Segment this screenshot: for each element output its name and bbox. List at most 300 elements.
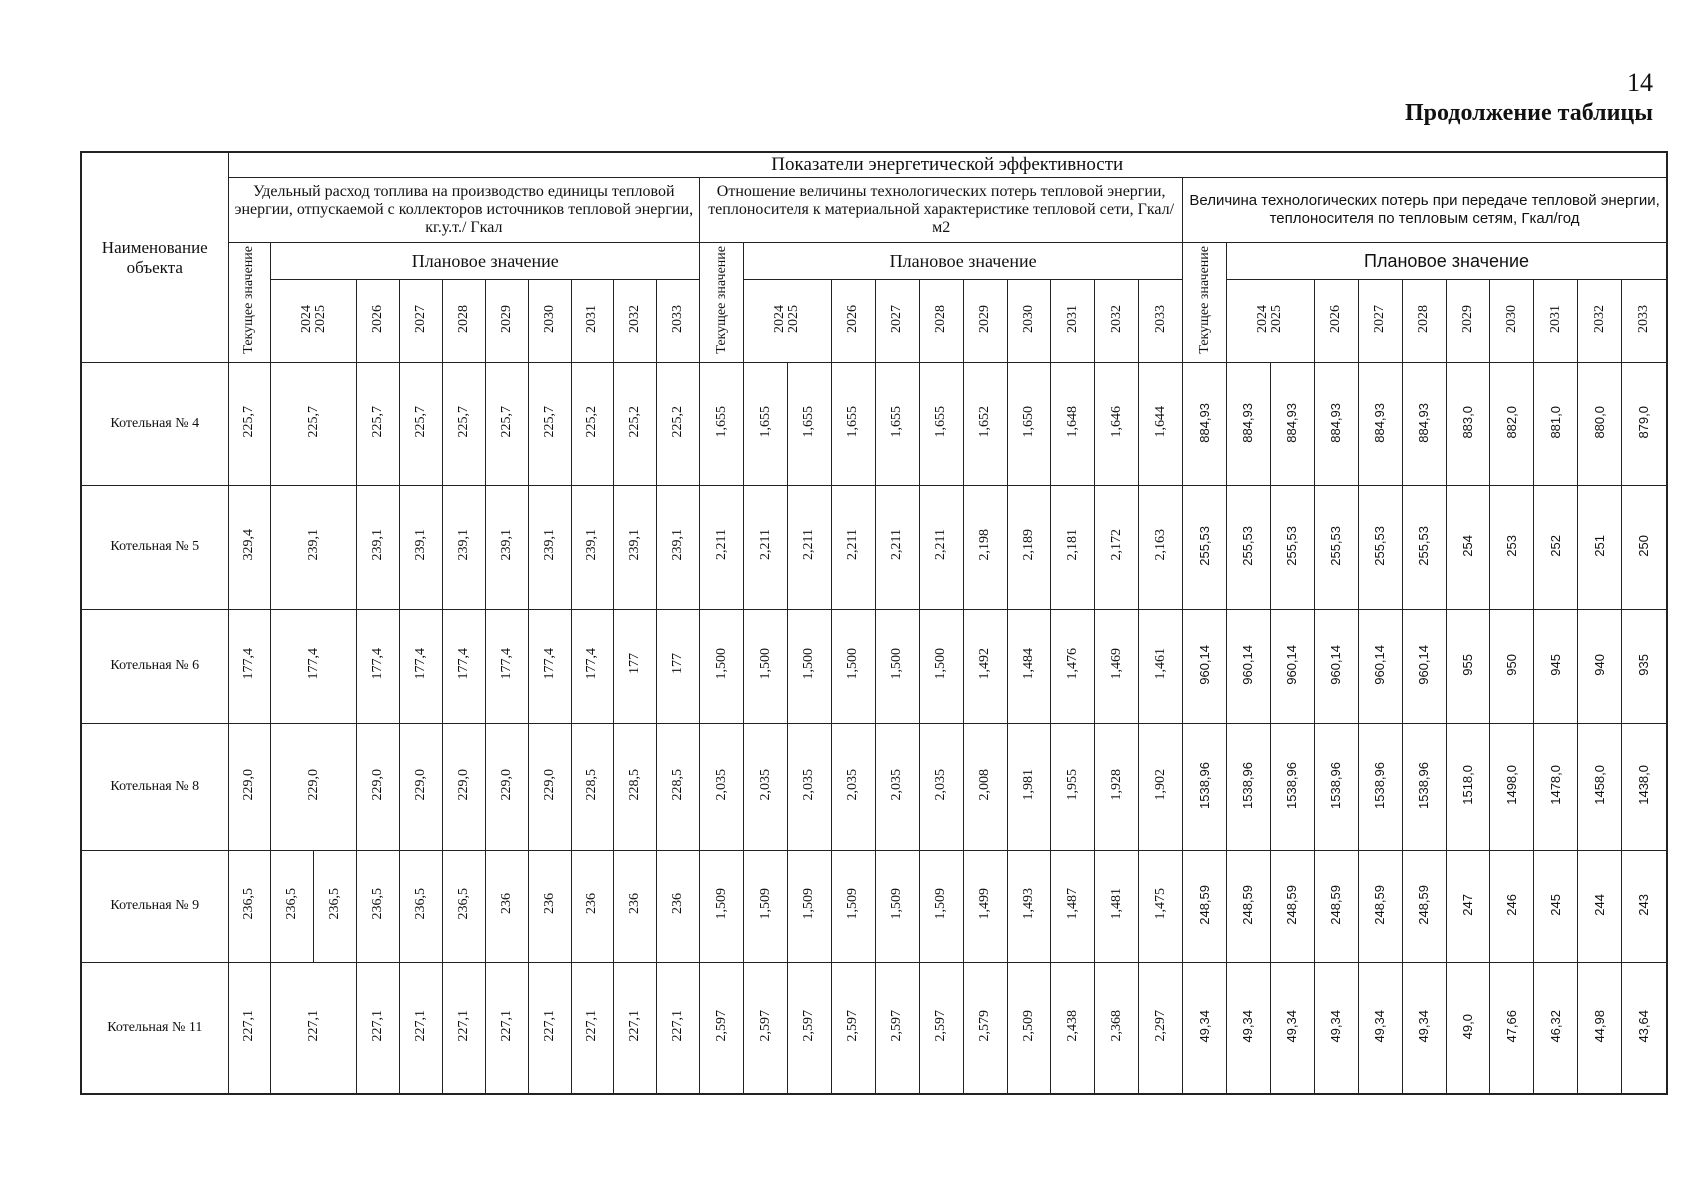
- year-header: 2032: [614, 280, 657, 363]
- value-cell: [1007, 363, 1051, 486]
- value-text: 1,509: [889, 888, 905, 920]
- value-text: 1538,96: [1240, 761, 1256, 809]
- value-cell: [1314, 962, 1358, 1094]
- value-text: 225,7: [412, 405, 428, 438]
- value-cell: [1007, 609, 1051, 723]
- value-cell: [1402, 962, 1446, 1094]
- value-cell: [1270, 723, 1314, 850]
- value-cell: [614, 962, 657, 1094]
- value-cell: [1358, 363, 1402, 486]
- value-cell: [919, 486, 963, 609]
- value-cell: [1622, 609, 1667, 723]
- value-cell: [1622, 850, 1667, 962]
- object-name-cell: Котельная № 9: [81, 850, 228, 962]
- value-text: 236: [541, 893, 557, 915]
- table-row: [81, 723, 1667, 850]
- value-cell: [700, 850, 744, 962]
- value-cell: [485, 486, 528, 609]
- value-text: 177,4: [370, 647, 386, 680]
- value-text: 49,0: [1460, 1013, 1476, 1040]
- value-text: 2,035: [757, 768, 773, 801]
- value-cell: [1446, 363, 1490, 486]
- table-body: [81, 363, 1667, 1095]
- value-cell: [963, 363, 1007, 486]
- year-header: 2027: [875, 280, 919, 363]
- value-cell: [1227, 723, 1271, 850]
- value-cell: [571, 962, 614, 1094]
- group-header-loss-ratio: Отношение величины технологических потерь тепловой энергии, теплоносителя к материальной характеристике тепловой сети, Гкал/м2: [700, 178, 1183, 243]
- value-text: 2,509: [1020, 1009, 1036, 1042]
- value-text: 884,93: [1284, 402, 1300, 443]
- year-header: 2026: [1314, 280, 1358, 363]
- value-cell: [528, 609, 571, 723]
- value-text: 49,34: [1328, 1010, 1344, 1043]
- value-cell: [314, 850, 357, 962]
- value-cell: [787, 723, 831, 850]
- value-text: 239,1: [498, 529, 514, 561]
- value-text: 247: [1460, 894, 1476, 916]
- value-text: 236: [498, 893, 514, 915]
- value-cell: [400, 850, 443, 962]
- value-text: 229,0: [455, 768, 471, 801]
- value-cell: [442, 486, 485, 609]
- value-cell: [1270, 850, 1314, 962]
- value-text: 2,035: [889, 768, 905, 801]
- value-text: 227,1: [455, 1009, 471, 1042]
- value-text: 227,1: [412, 1009, 428, 1042]
- value-text: 239,1: [670, 529, 686, 561]
- value-text: 236,5: [455, 888, 471, 920]
- value-cell: [1183, 850, 1227, 962]
- value-text: 251: [1591, 535, 1607, 557]
- value-text: 227,1: [241, 1009, 257, 1042]
- value-text: 229,0: [412, 768, 428, 801]
- value-text: 2,438: [1064, 1009, 1080, 1042]
- value-cell: [787, 609, 831, 723]
- value-cell: [875, 609, 919, 723]
- value-cell: [1051, 723, 1095, 850]
- value-text: 1498,0: [1503, 765, 1519, 806]
- value-cell: [1622, 962, 1667, 1094]
- value-cell: [657, 850, 700, 962]
- value-text: 2,035: [801, 768, 817, 801]
- value-text: 1,487: [1064, 888, 1080, 920]
- value-cell: [400, 363, 443, 486]
- year-header: 2033: [657, 280, 700, 363]
- value-cell: [963, 850, 1007, 962]
- value-cell: [1490, 363, 1534, 486]
- value-cell: [875, 962, 919, 1094]
- value-text: 255,53: [1372, 526, 1388, 566]
- value-text: 255,53: [1196, 526, 1212, 566]
- value-cell: [1622, 363, 1667, 486]
- value-cell: [1446, 723, 1490, 850]
- value-cell: [228, 723, 271, 850]
- value-cell: [1095, 363, 1139, 486]
- value-cell: [1139, 723, 1183, 850]
- value-cell: [1534, 850, 1578, 962]
- value-cell: [787, 486, 831, 609]
- value-text: 250: [1636, 535, 1652, 557]
- value-cell: [571, 486, 614, 609]
- value-cell: [1578, 486, 1622, 609]
- value-text: 1,509: [713, 888, 729, 920]
- year-header: 2030: [1490, 280, 1534, 363]
- value-cell: [1534, 723, 1578, 850]
- value-text: 177: [627, 653, 643, 675]
- value-cell: [744, 486, 788, 609]
- value-text: 1,509: [933, 888, 949, 920]
- value-text: 225,7: [541, 405, 557, 438]
- value-cell: [571, 609, 614, 723]
- value-text: 244: [1591, 894, 1607, 916]
- value-text: 43,64: [1636, 1010, 1652, 1043]
- planned-value-header: Плановое значение: [744, 243, 1183, 280]
- value-text: 1,500: [933, 647, 949, 680]
- value-cell: [1314, 609, 1358, 723]
- value-cell: [571, 723, 614, 850]
- value-text: 2,181: [1064, 529, 1080, 561]
- value-text: 884,93: [1416, 402, 1432, 443]
- value-cell: [485, 363, 528, 486]
- value-cell: [1314, 723, 1358, 850]
- value-cell: [271, 363, 357, 486]
- value-cell: [1095, 609, 1139, 723]
- planned-value-header: Плановое значение: [271, 243, 700, 280]
- value-cell: [657, 609, 700, 723]
- value-cell: [963, 486, 1007, 609]
- value-text: 1,955: [1064, 768, 1080, 801]
- value-cell: [1490, 850, 1534, 962]
- value-cell: [357, 609, 400, 723]
- value-text: 1,650: [1020, 405, 1036, 438]
- value-text: 880,0: [1591, 406, 1607, 439]
- value-cell: [1578, 850, 1622, 962]
- value-text: 2,211: [933, 529, 949, 561]
- value-cell: [228, 486, 271, 609]
- year-header: 2024 2025: [744, 280, 832, 363]
- value-cell: [1446, 609, 1490, 723]
- value-cell: [1227, 850, 1271, 962]
- value-cell: [787, 363, 831, 486]
- value-text: 177,4: [455, 647, 471, 680]
- value-text: 227,1: [627, 1009, 643, 1042]
- value-cell: [1446, 962, 1490, 1094]
- value-text: 225,7: [305, 405, 321, 438]
- value-text: 1438,0: [1636, 765, 1652, 806]
- value-cell: [1314, 850, 1358, 962]
- value-text: 960,14: [1284, 644, 1300, 685]
- value-cell: [1578, 723, 1622, 850]
- value-text: 225,2: [584, 405, 600, 438]
- value-text: 229,0: [498, 768, 514, 801]
- value-cell: [1446, 486, 1490, 609]
- value-text: 228,5: [670, 768, 686, 801]
- value-cell: [700, 486, 744, 609]
- value-cell: [1490, 486, 1534, 609]
- table-continuation-heading: Продолжение таблицы: [1404, 100, 1653, 126]
- energy-efficiency-table: [80, 151, 1668, 1095]
- value-text: 2,597: [801, 1009, 817, 1042]
- value-text: 236: [627, 893, 643, 915]
- table-row: [81, 609, 1667, 723]
- year-header: 2031: [1051, 280, 1095, 363]
- value-text: 239,1: [455, 529, 471, 561]
- value-cell: [357, 850, 400, 962]
- value-cell: [614, 850, 657, 962]
- value-cell: [875, 850, 919, 962]
- value-text: 177,4: [541, 647, 557, 680]
- value-cell: [831, 363, 875, 486]
- value-cell: [1534, 363, 1578, 486]
- value-text: 239,1: [584, 529, 600, 561]
- value-cell: [1402, 609, 1446, 723]
- value-cell: [744, 962, 788, 1094]
- table-row: [81, 363, 1667, 486]
- value-text: 2,163: [1152, 529, 1168, 561]
- year-header: 2030: [528, 280, 571, 363]
- value-text: 2,211: [889, 529, 905, 561]
- value-text: 248,59: [1284, 885, 1300, 925]
- value-cell: [357, 723, 400, 850]
- current-value-header: Текущее значение: [700, 243, 744, 363]
- value-text: 2,198: [977, 529, 993, 561]
- value-text: 2,211: [757, 529, 773, 561]
- value-text: 945: [1547, 653, 1563, 676]
- value-cell: [357, 486, 400, 609]
- value-text: 960,14: [1196, 644, 1212, 685]
- value-cell: [831, 486, 875, 609]
- value-text: 177,4: [305, 647, 321, 680]
- year-header: 2028: [1402, 280, 1446, 363]
- value-cell: [1227, 609, 1271, 723]
- value-cell: [1051, 850, 1095, 962]
- value-text: 1,648: [1064, 405, 1080, 438]
- value-text: 44,98: [1591, 1010, 1607, 1043]
- value-text: 2,035: [933, 768, 949, 801]
- value-text: 1,655: [889, 405, 905, 438]
- value-cell: [614, 609, 657, 723]
- value-cell: [1007, 850, 1051, 962]
- value-cell: [744, 363, 788, 486]
- value-text: 252: [1547, 535, 1563, 557]
- value-text: 177: [670, 653, 686, 675]
- value-cell: [1534, 486, 1578, 609]
- value-text: 2,008: [977, 768, 993, 801]
- value-text: 239,1: [370, 529, 386, 561]
- value-cell: [485, 850, 528, 962]
- value-text: 1478,0: [1547, 765, 1563, 806]
- value-text: 960,14: [1416, 644, 1432, 685]
- object-name-cell: Котельная № 5: [81, 486, 228, 609]
- value-cell: [1051, 609, 1095, 723]
- value-text: 236,5: [241, 888, 257, 920]
- year-header: 2026: [357, 280, 400, 363]
- value-cell: [700, 363, 744, 486]
- value-text: 879,0: [1636, 406, 1652, 439]
- value-cell: [744, 723, 788, 850]
- year-header: 2027: [400, 280, 443, 363]
- value-cell: [614, 723, 657, 850]
- value-text: 1,484: [1020, 647, 1036, 680]
- value-text: 1538,96: [1196, 761, 1212, 809]
- group-header-fuel-consumption: Удельный расход топлива на производство единицы тепловой энергии, отпускаемой с коллекторов источников тепловой энергии, кг.у.т./ Гкал: [228, 178, 700, 243]
- value-cell: [1402, 363, 1446, 486]
- value-text: 229,0: [305, 768, 321, 801]
- value-text: 239,1: [541, 529, 557, 561]
- value-cell: [657, 962, 700, 1094]
- value-cell: [1358, 962, 1402, 1094]
- year-header: 2031: [1534, 280, 1578, 363]
- value-text: 1,500: [713, 647, 729, 680]
- value-text: 225,7: [241, 405, 257, 438]
- value-text: 2,211: [713, 529, 729, 561]
- value-text: 2,211: [845, 529, 861, 561]
- value-text: 225,7: [498, 405, 514, 438]
- value-text: 255,53: [1284, 526, 1300, 566]
- value-cell: [1578, 962, 1622, 1094]
- value-text: 1,655: [713, 405, 729, 438]
- value-text: 46,32: [1547, 1010, 1563, 1043]
- value-cell: [1358, 723, 1402, 850]
- value-cell: [657, 363, 700, 486]
- value-text: 1,493: [1020, 888, 1036, 920]
- value-cell: [657, 486, 700, 609]
- value-cell: [1051, 486, 1095, 609]
- value-cell: [1622, 486, 1667, 609]
- value-cell: [1578, 363, 1622, 486]
- value-text: 255,53: [1240, 526, 1256, 566]
- value-text: 940: [1591, 653, 1607, 676]
- value-text: 950: [1503, 653, 1519, 676]
- year-header: 2031: [571, 280, 614, 363]
- value-text: 177,4: [498, 647, 514, 680]
- value-cell: [1051, 962, 1095, 1094]
- year-header: 2028: [919, 280, 963, 363]
- value-cell: [744, 850, 788, 962]
- value-cell: [700, 609, 744, 723]
- value-text: 2,579: [977, 1009, 993, 1042]
- value-text: 2,597: [713, 1009, 729, 1042]
- value-cell: [1402, 486, 1446, 609]
- value-cell: [875, 363, 919, 486]
- value-cell: [485, 723, 528, 850]
- value-cell: [400, 486, 443, 609]
- indicators-main-header: Показатели энергетической эффективности: [228, 152, 1667, 178]
- value-text: 2,189: [1020, 529, 1036, 561]
- value-text: 239,1: [627, 529, 643, 561]
- value-text: 228,5: [584, 768, 600, 801]
- value-cell: [919, 962, 963, 1094]
- value-text: 1,499: [977, 888, 993, 920]
- value-text: 1,469: [1108, 647, 1124, 680]
- value-cell: [485, 962, 528, 1094]
- value-text: 2,597: [845, 1009, 861, 1042]
- value-cell: [919, 723, 963, 850]
- value-cell: [875, 723, 919, 850]
- value-text: 1,509: [845, 888, 861, 920]
- year-header: 2033: [1139, 280, 1183, 363]
- value-text: 49,34: [1372, 1010, 1388, 1043]
- object-name-header: Наименование объекта: [81, 152, 228, 363]
- value-text: 2,035: [845, 768, 861, 801]
- value-cell: [787, 850, 831, 962]
- value-text: 225,2: [670, 405, 686, 438]
- value-text: 1,500: [845, 647, 861, 680]
- value-cell: [1051, 363, 1095, 486]
- value-cell: [1095, 962, 1139, 1094]
- value-cell: [357, 962, 400, 1094]
- value-text: 236,5: [370, 888, 386, 920]
- value-cell: [271, 962, 357, 1094]
- year-header: 2029: [963, 280, 1007, 363]
- value-cell: [700, 962, 744, 1094]
- year-header: 2033: [1622, 280, 1667, 363]
- value-cell: [919, 850, 963, 962]
- value-cell: [1139, 486, 1183, 609]
- value-cell: [1578, 609, 1622, 723]
- year-header: 2024 2025: [1227, 280, 1315, 363]
- value-text: 227,1: [305, 1009, 321, 1042]
- value-text: 1,509: [801, 888, 817, 920]
- value-text: 227,1: [370, 1009, 386, 1042]
- value-cell: [228, 962, 271, 1094]
- value-cell: [528, 486, 571, 609]
- value-text: 248,59: [1372, 885, 1388, 925]
- value-cell: [831, 962, 875, 1094]
- value-text: 1,646: [1108, 405, 1124, 438]
- value-text: 1,461: [1152, 647, 1168, 680]
- value-text: 955: [1460, 653, 1476, 676]
- value-text: 255,53: [1416, 526, 1432, 566]
- value-text: 228,5: [627, 768, 643, 801]
- value-text: 960,14: [1240, 644, 1256, 685]
- value-cell: [1402, 850, 1446, 962]
- planned-value-header: Плановое значение: [1227, 243, 1667, 280]
- value-text: 49,34: [1284, 1010, 1300, 1043]
- value-text: 1,928: [1108, 768, 1124, 801]
- year-header: 2026: [831, 280, 875, 363]
- value-text: 2,368: [1108, 1009, 1124, 1042]
- value-text: 47,66: [1503, 1010, 1519, 1043]
- value-cell: [1446, 850, 1490, 962]
- value-cell: [1095, 723, 1139, 850]
- value-text: 225,7: [370, 405, 386, 438]
- value-text: 1458,0: [1591, 765, 1607, 806]
- value-cell: [1490, 609, 1534, 723]
- value-cell: [1183, 363, 1227, 486]
- value-cell: [1314, 363, 1358, 486]
- value-text: 253: [1503, 535, 1519, 557]
- value-cell: [1183, 609, 1227, 723]
- year-header: 2030: [1007, 280, 1051, 363]
- value-cell: [228, 850, 271, 962]
- value-cell: [1358, 850, 1402, 962]
- table-row: [81, 486, 1667, 609]
- value-cell: [1270, 486, 1314, 609]
- value-cell: [1227, 363, 1271, 486]
- value-text: 2,597: [889, 1009, 905, 1042]
- value-text: 882,0: [1503, 406, 1519, 439]
- year-header: 2024 2025: [271, 280, 357, 363]
- value-text: 227,1: [498, 1009, 514, 1042]
- value-cell: [442, 723, 485, 850]
- value-text: 239,1: [305, 529, 321, 561]
- value-cell: [571, 363, 614, 486]
- value-cell: [831, 723, 875, 850]
- value-text: 884,93: [1328, 402, 1344, 443]
- value-cell: [400, 962, 443, 1094]
